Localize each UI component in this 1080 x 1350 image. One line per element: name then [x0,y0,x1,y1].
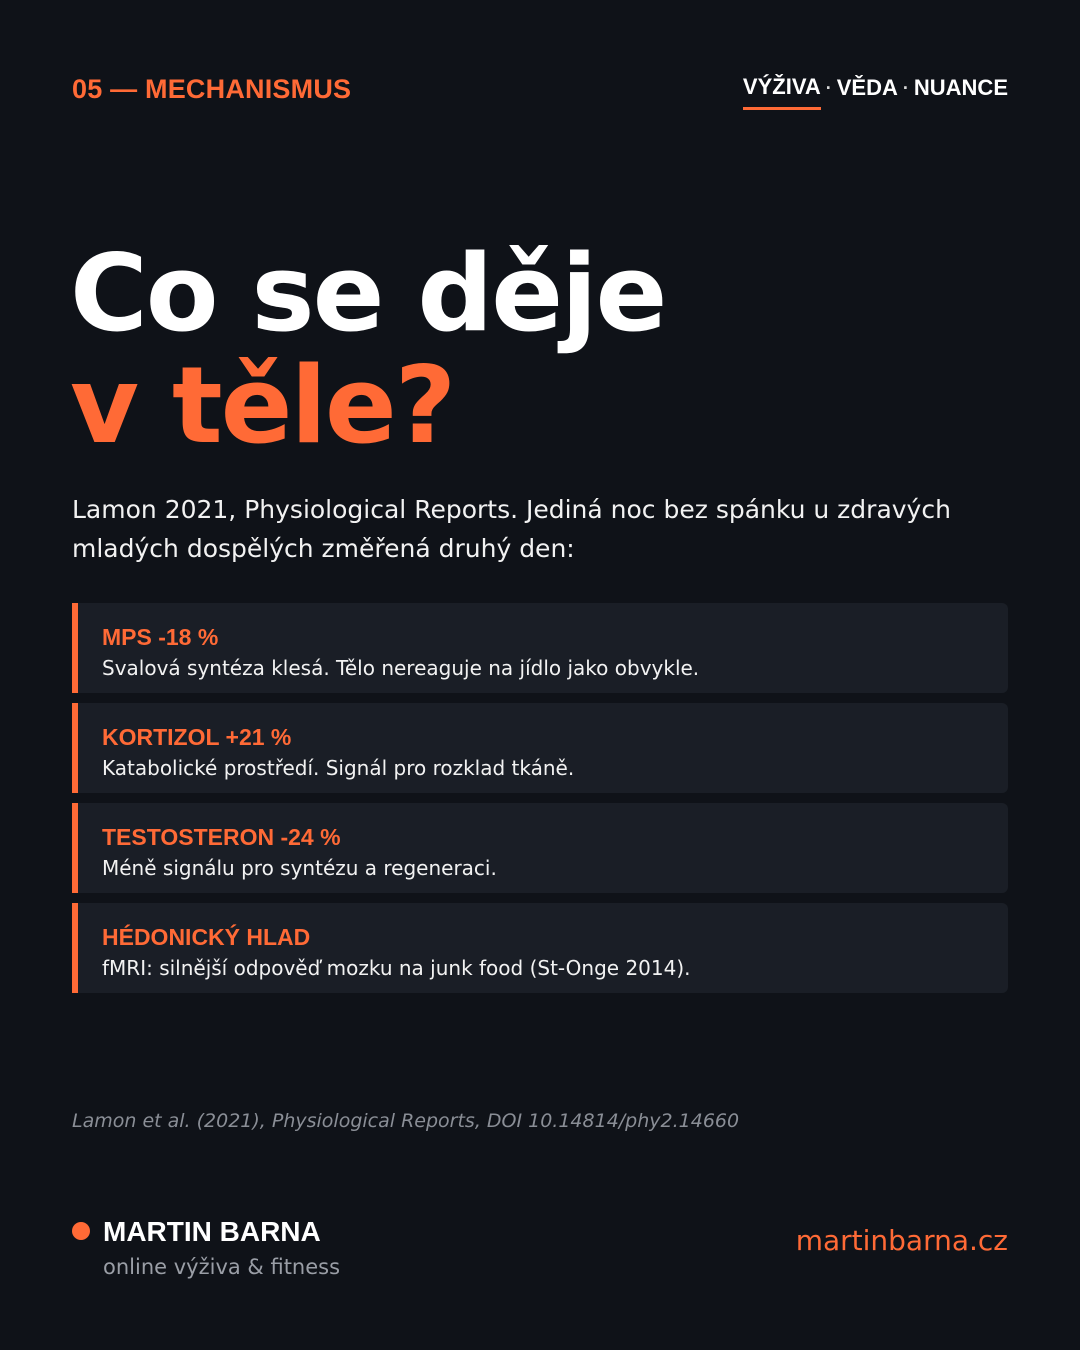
page-title [70,232,666,467]
source-citation: Lamon et al. (2021), Physiological Reports, DOI 10.14814/phy2.14660 [72,1110,740,1132]
nav-item-nuance[interactable]: NUANCE [913,75,1008,100]
nav-item-veda[interactable]: VĚDA [836,75,898,100]
effect-title: TESTOSTERON -24 % [102,824,341,850]
effects-list [72,603,1008,1003]
effect-description: fMRI: silnější odpověď mozku na junk food (St-Onge 2014). [102,956,691,980]
nav-separator: · [825,77,832,98]
topic-nav [743,74,1008,102]
nav-separator: · [902,77,909,98]
website-link[interactable]: martinbarna.cz [795,1224,1008,1257]
nav-item-vyziva[interactable]: VÝŽIVA [743,74,821,102]
author-name: MARTIN BARNA [103,1216,321,1247]
intro-text: Lamon 2021, Physiological Reports. Jediná noc bez spánku u zdravých mladých dospělých změřená druhý den: [72,495,951,563]
author-tagline: online výživa & fitness [103,1255,341,1279]
title-line-2: v těle? [70,344,455,467]
effect-card-testosteron [72,803,1008,893]
effect-title: KORTIZOL +21 % [102,724,292,750]
effect-title: MPS -18 % [102,624,219,650]
effect-description: Méně signálu pro syntézu a regeneraci. [102,856,497,880]
section-kicker: 05 — MECHANISMUS [72,74,352,104]
effect-card-hedonicky-hlad [72,903,1008,993]
effect-card-mps [72,603,1008,693]
effect-description: Katabolické prostředí. Signál pro rozklad tkáně. [102,756,575,780]
title-line-1: Co se děje [70,232,666,355]
effect-description: Svalová syntéza klesá. Tělo nereaguje na jídlo jako obvykle. [102,656,700,680]
effect-card-kortizol [72,703,1008,793]
effect-title: HÉDONICKÝ HLAD [102,924,311,950]
brand-dot-icon [72,1222,90,1240]
